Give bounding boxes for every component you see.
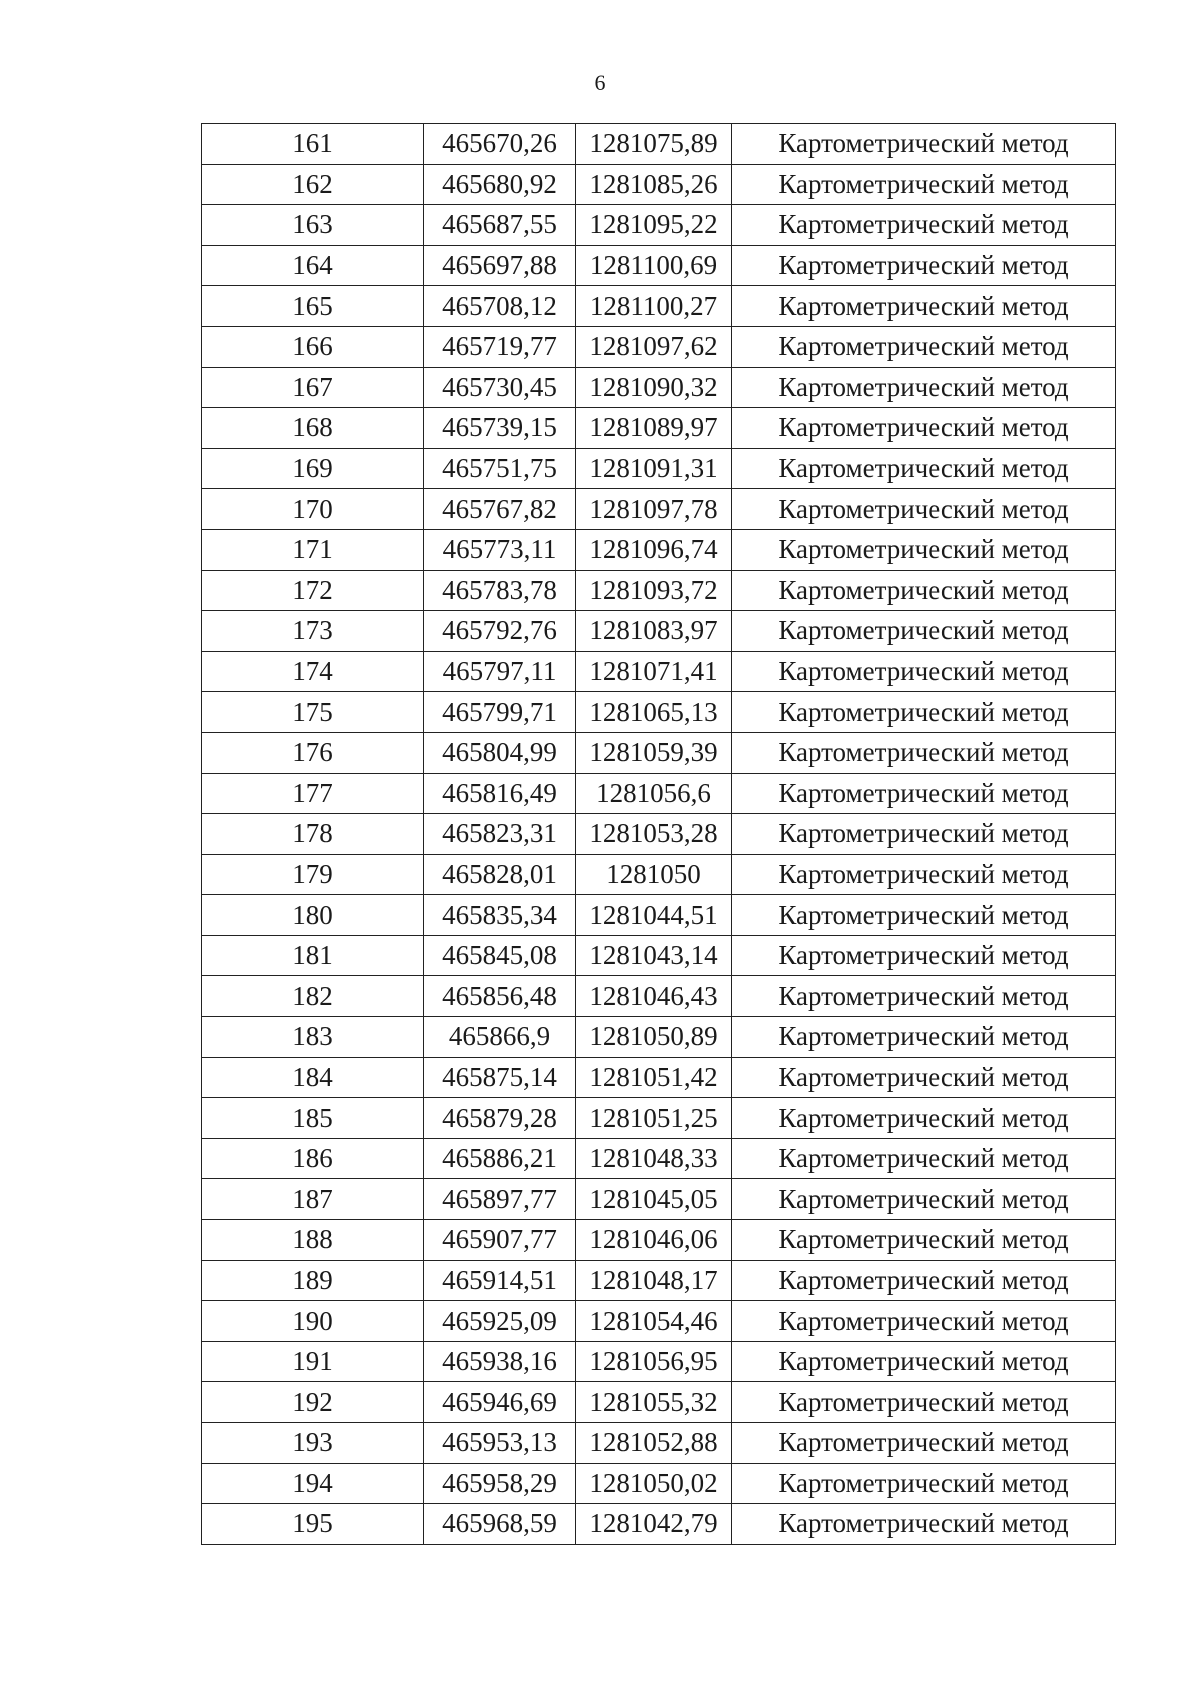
x-coordinate-cell: 465875,14	[424, 1057, 576, 1098]
y-coordinate-cell: 1281071,41	[576, 651, 732, 692]
x-coordinate-cell: 465767,82	[424, 489, 576, 530]
point-number-cell: 190	[202, 1301, 424, 1342]
y-coordinate-cell: 1281050	[576, 854, 732, 895]
table-row	[202, 1179, 1116, 1220]
point-number-cell: 189	[202, 1260, 424, 1301]
y-coordinate-cell: 1281050,02	[576, 1463, 732, 1504]
y-coordinate-cell: 1281043,14	[576, 935, 732, 976]
point-number-cell: 185	[202, 1098, 424, 1139]
y-coordinate-cell: 1281046,43	[576, 976, 732, 1017]
y-coordinate-cell: 1281089,97	[576, 408, 732, 449]
method-cell: Картометрический метод	[732, 854, 1116, 895]
table-row	[202, 935, 1116, 976]
table-row	[202, 651, 1116, 692]
x-coordinate-cell: 465773,11	[424, 529, 576, 570]
x-coordinate-cell: 465845,08	[424, 935, 576, 976]
y-coordinate-cell: 1281044,51	[576, 895, 732, 936]
method-cell: Картометрический метод	[732, 408, 1116, 449]
point-number-cell: 163	[202, 205, 424, 246]
table-row	[202, 1098, 1116, 1139]
point-number-cell: 184	[202, 1057, 424, 1098]
method-cell: Картометрический метод	[732, 976, 1116, 1017]
method-cell: Картометрический метод	[732, 326, 1116, 367]
x-coordinate-cell: 465708,12	[424, 286, 576, 327]
x-coordinate-cell: 465946,69	[424, 1382, 576, 1423]
point-number-cell: 170	[202, 489, 424, 530]
method-cell: Картометрический метод	[732, 1220, 1116, 1261]
x-coordinate-cell: 465670,26	[424, 124, 576, 165]
method-cell: Картометрический метод	[732, 1463, 1116, 1504]
method-cell: Картометрический метод	[732, 1179, 1116, 1220]
table-row	[202, 570, 1116, 611]
y-coordinate-cell: 1281100,27	[576, 286, 732, 327]
point-number-cell: 192	[202, 1382, 424, 1423]
method-cell: Картометрический метод	[732, 529, 1116, 570]
table-row	[202, 408, 1116, 449]
method-cell: Картометрический метод	[732, 286, 1116, 327]
table-row	[202, 1504, 1116, 1545]
x-coordinate-cell: 465816,49	[424, 773, 576, 814]
y-coordinate-cell: 1281051,25	[576, 1098, 732, 1139]
point-number-cell: 188	[202, 1220, 424, 1261]
y-coordinate-cell: 1281095,22	[576, 205, 732, 246]
x-coordinate-cell: 465719,77	[424, 326, 576, 367]
x-coordinate-cell: 465792,76	[424, 611, 576, 652]
y-coordinate-cell: 1281054,46	[576, 1301, 732, 1342]
table-row	[202, 164, 1116, 205]
y-coordinate-cell: 1281056,95	[576, 1341, 732, 1382]
table-row	[202, 1382, 1116, 1423]
y-coordinate-cell: 1281096,74	[576, 529, 732, 570]
table-row	[202, 976, 1116, 1017]
x-coordinate-cell: 465958,29	[424, 1463, 576, 1504]
coordinates-table	[201, 123, 1116, 1545]
y-coordinate-cell: 1281097,78	[576, 489, 732, 530]
table-row	[202, 326, 1116, 367]
y-coordinate-cell: 1281045,05	[576, 1179, 732, 1220]
method-cell: Картометрический метод	[732, 448, 1116, 489]
point-number-cell: 176	[202, 732, 424, 773]
y-coordinate-cell: 1281083,97	[576, 611, 732, 652]
method-cell: Картометрический метод	[732, 1423, 1116, 1464]
method-cell: Картометрический метод	[732, 164, 1116, 205]
method-cell: Картометрический метод	[732, 1504, 1116, 1545]
y-coordinate-cell: 1281056,6	[576, 773, 732, 814]
method-cell: Картометрический метод	[732, 367, 1116, 408]
method-cell: Картометрический метод	[732, 692, 1116, 733]
y-coordinate-cell: 1281053,28	[576, 814, 732, 855]
y-coordinate-cell: 1281097,62	[576, 326, 732, 367]
x-coordinate-cell: 465938,16	[424, 1341, 576, 1382]
table-row	[202, 489, 1116, 530]
table-row	[202, 773, 1116, 814]
point-number-cell: 169	[202, 448, 424, 489]
method-cell: Картометрический метод	[732, 489, 1116, 530]
point-number-cell: 171	[202, 529, 424, 570]
y-coordinate-cell: 1281042,79	[576, 1504, 732, 1545]
point-number-cell: 182	[202, 976, 424, 1017]
table-row	[202, 1017, 1116, 1058]
x-coordinate-cell: 465823,31	[424, 814, 576, 855]
x-coordinate-cell: 465835,34	[424, 895, 576, 936]
table-row	[202, 1138, 1116, 1179]
y-coordinate-cell: 1281093,72	[576, 570, 732, 611]
x-coordinate-cell: 465828,01	[424, 854, 576, 895]
y-coordinate-cell: 1281051,42	[576, 1057, 732, 1098]
table-row	[202, 1301, 1116, 1342]
table-row	[202, 448, 1116, 489]
method-cell: Картометрический метод	[732, 1382, 1116, 1423]
y-coordinate-cell: 1281075,89	[576, 124, 732, 165]
y-coordinate-cell: 1281048,17	[576, 1260, 732, 1301]
y-coordinate-cell: 1281090,32	[576, 367, 732, 408]
y-coordinate-cell: 1281085,26	[576, 164, 732, 205]
point-number-cell: 166	[202, 326, 424, 367]
point-number-cell: 177	[202, 773, 424, 814]
point-number-cell: 165	[202, 286, 424, 327]
table-row	[202, 286, 1116, 327]
table-row	[202, 732, 1116, 773]
y-coordinate-cell: 1281050,89	[576, 1017, 732, 1058]
method-cell: Картометрический метод	[732, 205, 1116, 246]
point-number-cell: 178	[202, 814, 424, 855]
x-coordinate-cell: 465968,59	[424, 1504, 576, 1545]
point-number-cell: 181	[202, 935, 424, 976]
x-coordinate-cell: 465804,99	[424, 732, 576, 773]
point-number-cell: 173	[202, 611, 424, 652]
x-coordinate-cell: 465687,55	[424, 205, 576, 246]
point-number-cell: 194	[202, 1463, 424, 1504]
point-number-cell: 186	[202, 1138, 424, 1179]
point-number-cell: 180	[202, 895, 424, 936]
table-row	[202, 854, 1116, 895]
point-number-cell: 162	[202, 164, 424, 205]
table-row	[202, 1423, 1116, 1464]
y-coordinate-cell: 1281100,69	[576, 245, 732, 286]
method-cell: Картометрический метод	[732, 935, 1116, 976]
method-cell: Картометрический метод	[732, 1341, 1116, 1382]
x-coordinate-cell: 465783,78	[424, 570, 576, 611]
x-coordinate-cell: 465797,11	[424, 651, 576, 692]
point-number-cell: 191	[202, 1341, 424, 1382]
point-number-cell: 175	[202, 692, 424, 733]
method-cell: Картометрический метод	[732, 124, 1116, 165]
y-coordinate-cell: 1281091,31	[576, 448, 732, 489]
method-cell: Картометрический метод	[732, 1057, 1116, 1098]
point-number-cell: 161	[202, 124, 424, 165]
x-coordinate-cell: 465739,15	[424, 408, 576, 449]
table-row	[202, 367, 1116, 408]
method-cell: Картометрический метод	[732, 611, 1116, 652]
method-cell: Картометрический метод	[732, 1301, 1116, 1342]
point-number-cell: 193	[202, 1423, 424, 1464]
table-row	[202, 529, 1116, 570]
x-coordinate-cell: 465730,45	[424, 367, 576, 408]
method-cell: Картометрический метод	[732, 651, 1116, 692]
table-row	[202, 1260, 1116, 1301]
x-coordinate-cell: 465907,77	[424, 1220, 576, 1261]
y-coordinate-cell: 1281048,33	[576, 1138, 732, 1179]
point-number-cell: 187	[202, 1179, 424, 1220]
method-cell: Картометрический метод	[732, 773, 1116, 814]
x-coordinate-cell: 465914,51	[424, 1260, 576, 1301]
x-coordinate-cell: 465879,28	[424, 1098, 576, 1139]
method-cell: Картометрический метод	[732, 895, 1116, 936]
point-number-cell: 179	[202, 854, 424, 895]
table-row	[202, 611, 1116, 652]
x-coordinate-cell: 465697,88	[424, 245, 576, 286]
table-row	[202, 245, 1116, 286]
y-coordinate-cell: 1281055,32	[576, 1382, 732, 1423]
y-coordinate-cell: 1281065,13	[576, 692, 732, 733]
point-number-cell: 195	[202, 1504, 424, 1545]
point-number-cell: 164	[202, 245, 424, 286]
x-coordinate-cell: 465925,09	[424, 1301, 576, 1342]
method-cell: Картометрический метод	[732, 570, 1116, 611]
table-row	[202, 1057, 1116, 1098]
point-number-cell: 167	[202, 367, 424, 408]
method-cell: Картометрический метод	[732, 1098, 1116, 1139]
table-row	[202, 1463, 1116, 1504]
x-coordinate-cell: 465680,92	[424, 164, 576, 205]
x-coordinate-cell: 465866,9	[424, 1017, 576, 1058]
x-coordinate-cell: 465799,71	[424, 692, 576, 733]
point-number-cell: 183	[202, 1017, 424, 1058]
x-coordinate-cell: 465751,75	[424, 448, 576, 489]
page-number: 6	[594, 70, 606, 95]
point-number-cell: 174	[202, 651, 424, 692]
method-cell: Картометрический метод	[732, 1017, 1116, 1058]
y-coordinate-cell: 1281052,88	[576, 1423, 732, 1464]
table-row	[202, 1341, 1116, 1382]
x-coordinate-cell: 465886,21	[424, 1138, 576, 1179]
table-row	[202, 205, 1116, 246]
table-row	[202, 814, 1116, 855]
method-cell: Картометрический метод	[732, 814, 1116, 855]
x-coordinate-cell: 465953,13	[424, 1423, 576, 1464]
table-row	[202, 692, 1116, 733]
table-row	[202, 1220, 1116, 1261]
table-row	[202, 895, 1116, 936]
point-number-cell: 172	[202, 570, 424, 611]
method-cell: Картометрический метод	[732, 245, 1116, 286]
method-cell: Картометрический метод	[732, 732, 1116, 773]
x-coordinate-cell: 465856,48	[424, 976, 576, 1017]
y-coordinate-cell: 1281046,06	[576, 1220, 732, 1261]
coordinates-table-body	[202, 124, 1116, 1545]
method-cell: Картометрический метод	[732, 1138, 1116, 1179]
y-coordinate-cell: 1281059,39	[576, 732, 732, 773]
point-number-cell: 168	[202, 408, 424, 449]
method-cell: Картометрический метод	[732, 1260, 1116, 1301]
x-coordinate-cell: 465897,77	[424, 1179, 576, 1220]
table-row	[202, 124, 1116, 165]
